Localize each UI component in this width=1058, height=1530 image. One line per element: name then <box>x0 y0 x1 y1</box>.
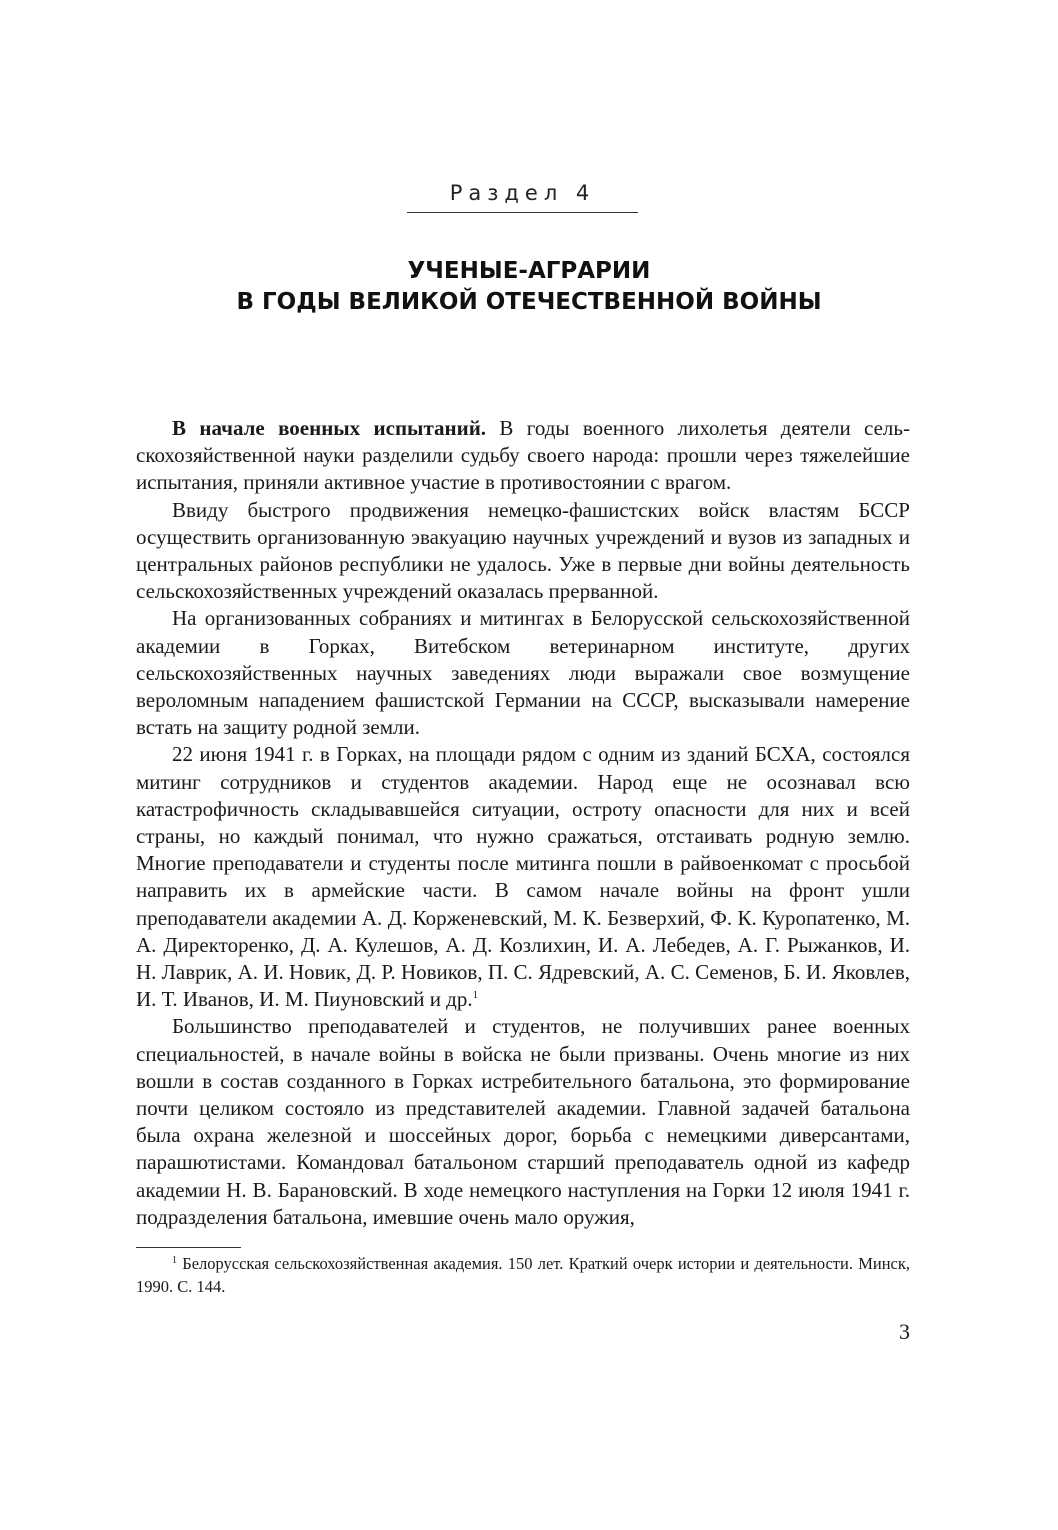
section-divider <box>407 212 638 213</box>
footnote <box>136 1252 910 1298</box>
footnote-divider <box>136 1247 241 1248</box>
page-number: 3 <box>899 1319 910 1344</box>
paragraph-5: Большинство преподавателей и студентов, не получивших ранее военных специальностей, в начале войны в войска не были призваны. Очень многие из них вошли в состав созданного в Горках истребительного батальона, это формирование почти целиком состояло из представителей академии. Главной задачей батальона была охрана железной и шоссейных дорог, борьба с немецкими диверсантами, парашютистами. Командовал батальоном старший преподаватель одной из кафедр академии Н. В. Барановский. В ходе немецкого наступления на Горки 12 июля 1941 г. подразделения батальона, имевшие очень мало оружия, <box>136 1014 910 1229</box>
chapter-title-line-2: В ГОДЫ ВЕЛИКОЙ ОТЕЧЕСТВЕННОЙ ВОЙНЫ <box>236 289 822 315</box>
paragraph-2: Ввиду быстрого продвижения немецко-фашистских войск властям БССР осуществить организованную эвакуацию научных учреждений и вузов из западных и центральных районов республики не удалось. Уже в первые дни войны деятельность сельскохозяйственных учреждений оказалась прерванной. <box>136 497 910 604</box>
footnote-number: 1 <box>172 1255 177 1266</box>
section-label: Раздел 4 <box>449 181 596 205</box>
paragraph-1-text: В годы военного лихолетья деятели сельскохозяйственной науки разделили судьбу своего народа: прошли через тяжелейшие испытания, приняли активное участие в противостоянии с врагом. <box>136 416 910 495</box>
chapter-title-line-1: УЧЕНЫЕ-АГРАРИИ <box>407 258 651 284</box>
chapter-title <box>130 256 928 318</box>
footnote-reference[interactable]: 1 <box>472 989 479 1002</box>
paragraph-1 <box>136 415 910 497</box>
paragraph-4-text: 22 июня 1941 г. в Горках, на площади рядом с одним из зданий БСХА, состоялся митинг сотрудников и студентов академии. Народ еще не осознавал всю катастрофичность складывавшейся ситуации, остроту опасности для них и всей страны, но каждый понимал, что нужно сражаться, отстаивать родную землю. Многие преподаватели и студенты после митинга пошли в райвоенкомат с просьбой направить их в армейские части. В самом начале войны на фронт ушли преподаватели академии А. Д. Корженевский, М. К. Безверхий, Ф. К. Куропатенко, М. А. Директоренко, Д. А. Кулешов, А. Д. Козлихин, И. А. Лебедев, А. Г. Рыжанков, И. Н. Лаврик, А. И. Новик, Д. Р. Новиков, П. С. Ядревский, А. С. Семенов, Б. И. Яковлев, И. Т. Иванов, И. М. Пиуновский и др. <box>136 742 910 1012</box>
paragraph-3: На организованных собраниях и митингах в Белорусской сельскохозяйственной академии в Горках, Витебском ветеринарном институте, других сельскохозяйственных научных заведениях люди выражали свое возмущение вероломным нападением фашистской Германии на СССР, высказывали намерение встать на защиту родной земли. <box>136 606 910 740</box>
paragraph-1-heading: В начале военных испытаний. <box>172 416 487 440</box>
footnote-text: Белорусская сельскохозяйственная академия. 150 лет. Краткий очерк истории и деятельности. Минск, 1990. С. 144. <box>136 1254 910 1296</box>
paragraph-4 <box>136 741 910 1013</box>
body-text <box>136 415 910 1231</box>
